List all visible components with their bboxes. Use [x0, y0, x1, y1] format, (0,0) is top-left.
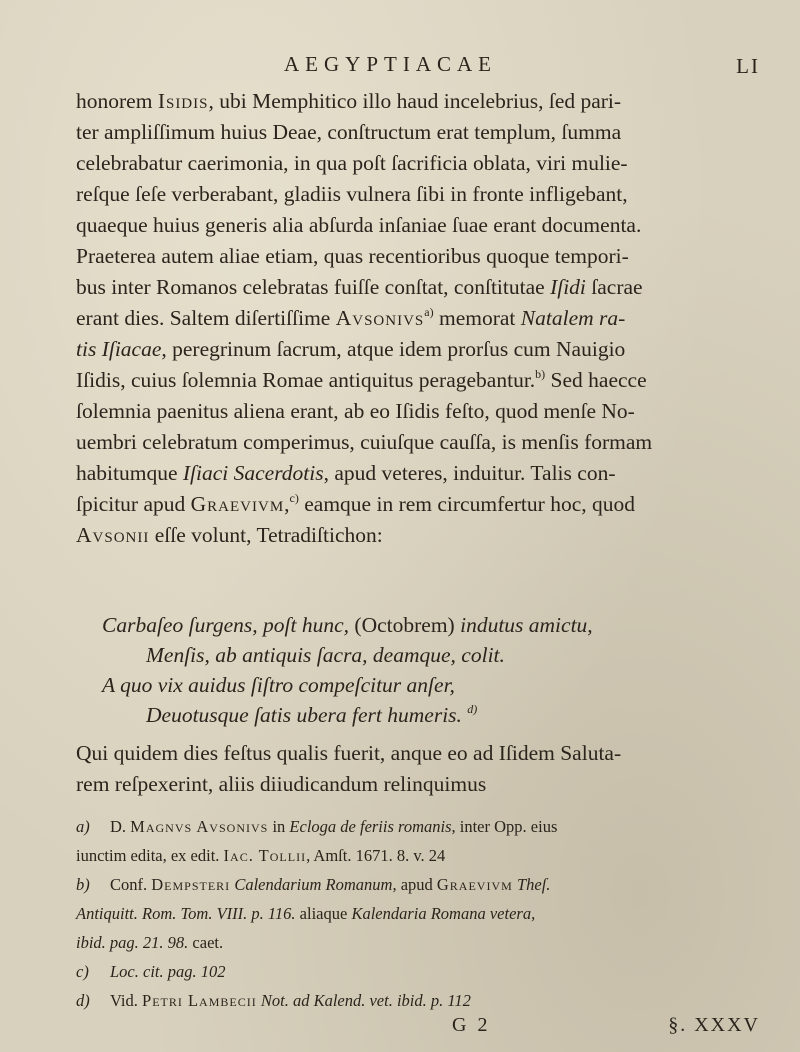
footnote-line	[76, 957, 766, 986]
italic-run: Ecloga de feriis romanis	[289, 817, 452, 836]
small-caps-name: Graevivm	[190, 492, 285, 516]
footnote-line	[76, 986, 766, 1015]
text-run: celebrabatur caerimonia, in qua poſt ſacrificia oblata, viri mulie-	[76, 151, 628, 175]
page-number: LI	[736, 54, 760, 78]
text-run: Carbaſeo ſurgens, poſt hunc,	[102, 613, 355, 637]
text-line	[76, 272, 766, 303]
italic-run: Iſiaci Sacerdotis	[182, 461, 324, 485]
text-run: rem reſpexerint, aliis diiudicandum relinquimus	[76, 772, 487, 796]
text-run: iunctim edita, ex edit.	[76, 846, 224, 865]
page-footer	[0, 1014, 800, 1044]
catchword: §. XXXV	[668, 1014, 760, 1036]
text-run: Conf.	[110, 875, 152, 894]
text-line	[76, 396, 766, 427]
text-run: , peregrinum ſacrum, atque idem prorſus cum Nauigio	[161, 337, 626, 361]
text-run: memorat	[433, 306, 521, 330]
text-line	[76, 610, 766, 640]
text-run: , inter Opp. eius	[451, 817, 558, 836]
text-line	[76, 640, 766, 670]
text-run: eſſe volunt, Tetradiſtichon:	[149, 523, 383, 547]
small-caps-name: Petri Lambecii	[142, 991, 257, 1010]
footnote-reference: d)	[467, 702, 478, 716]
text-run: Qui quidem dies feſtus qualis fuerit, anque eo ad Iſidem Saluta-	[76, 741, 622, 765]
small-caps-name: Graevivm	[436, 875, 513, 894]
text-run: ter ampliſſimum huius Deae, conſtructum erat templum, ſumma	[76, 120, 622, 144]
text-line	[76, 520, 766, 551]
footnote-reference: c)	[289, 491, 299, 505]
italic-run: Not. ad Kalend. vet. ibid. p. 112	[260, 991, 471, 1010]
text-run: ſolemnia paenitus aliena erant, ab eo Iſidis feſto, quod menſe No-	[76, 399, 635, 423]
text-line	[76, 458, 766, 489]
footnotes	[76, 812, 766, 1015]
italic-run: Theſ.	[516, 875, 551, 894]
small-caps-name: Avsonivs	[335, 306, 425, 330]
footnote-line	[76, 899, 766, 928]
text-run: , Amſt. 1671. 8. v. 24	[306, 846, 446, 865]
italic-run: tis Iſiacae	[76, 337, 162, 361]
running-title: AEGYPTIACAE	[284, 52, 497, 76]
text-run: ſpicitur apud	[76, 492, 191, 516]
footnote-reference: b)	[535, 367, 546, 381]
text-run: caet.	[188, 933, 224, 952]
italic-run: Kalendaria Romana vetera,	[351, 904, 536, 923]
text-run: Vid.	[110, 991, 143, 1010]
text-line	[76, 334, 766, 365]
text-line	[76, 700, 766, 730]
footnote-line	[76, 870, 766, 899]
text-run: Sed haecce	[545, 368, 647, 392]
text-run: bus inter Romanos celebratas fuiſſe conſtat, conſtitutae	[76, 275, 551, 299]
italic-run: ibid. pag. 21. 98.	[76, 933, 189, 952]
text-run: Menſis, ab antiquis ſacra, deamque, colit.	[146, 643, 505, 667]
text-run: quaeque huius generis alia abſurda inſaniae ſuae erant documenta.	[76, 213, 642, 237]
text-line	[76, 117, 766, 148]
tetradistichon-verse	[76, 610, 766, 730]
text-run: indutus amictu,	[454, 613, 593, 637]
footnote-marker: b)	[76, 875, 90, 894]
text-run: A quo vix auidus ſiſtro compeſcitur anſer,	[102, 673, 455, 697]
small-caps-name: Iac. Tollii	[223, 846, 307, 865]
text-run: reſque ſeſe verberabant, gladiis vulnera ſibi in fronte infligebant,	[76, 182, 628, 206]
text-run: erant dies. Saltem diſertiſſime	[76, 306, 336, 330]
text-run: uembri celebratum comperimus, cuiuſque cauſſa, is menſis formam	[76, 430, 653, 454]
text-line	[76, 769, 766, 800]
small-caps-name: Isidis	[157, 89, 209, 113]
text-line	[76, 210, 766, 241]
text-line	[76, 148, 766, 179]
text-line	[76, 241, 766, 272]
small-caps-name: Dempsteri	[151, 875, 231, 894]
italic-run: Calendarium Romanum	[234, 875, 393, 894]
text-run: Praeterea autem aliae etiam, quas recentioribus quoque tempori-	[76, 244, 629, 268]
footnote-line	[76, 812, 766, 841]
text-run: ,	[284, 492, 290, 516]
text-run: , apud veteres, induitur. Talis con-	[323, 461, 616, 485]
footnote-reference: a)	[424, 305, 434, 319]
text-line	[76, 365, 766, 396]
text-run: honorem	[76, 89, 158, 113]
footnote-marker: c)	[76, 962, 89, 981]
footnote-marker: d)	[76, 991, 90, 1010]
italic-run: Iſidi	[550, 275, 586, 299]
text-run: ſacrae	[585, 275, 643, 299]
footnote-line	[76, 841, 766, 870]
signature-mark: G 2	[452, 1014, 491, 1036]
closing-text	[76, 738, 766, 800]
footnote-line	[76, 928, 766, 957]
text-line	[76, 489, 766, 520]
text-line	[76, 303, 766, 334]
text-run: eamque in rem circumfertur hoc, quod	[298, 492, 635, 516]
text-run: , ubi Memphitico illo haud incelebrius, ſed pari-	[208, 89, 622, 113]
text-run: habitumque	[76, 461, 183, 485]
text-run: in	[268, 817, 290, 836]
text-line	[76, 179, 766, 210]
text-run: aliaque	[295, 904, 352, 923]
main-text	[76, 86, 766, 551]
text-run: D.	[110, 817, 131, 836]
text-run: Deuotusque ſatis ubera fert humeris.	[146, 703, 468, 727]
text-run: Iſidis, cuius ſolemnia Romae antiquitus peragebantur.	[76, 368, 536, 392]
small-caps-name: Magnvs Avsonivs	[130, 817, 269, 836]
footnote-marker: a)	[76, 817, 90, 836]
page-header	[0, 52, 800, 82]
text-line	[76, 86, 766, 117]
italic-run: Antiquitt. Rom. Tom. VIII. p. 116.	[76, 904, 296, 923]
text-line	[76, 427, 766, 458]
italic-run: Natalem ra-	[520, 306, 626, 330]
text-line	[76, 738, 766, 769]
small-caps-name: Avsonii	[76, 523, 150, 547]
text-run: , apud	[392, 875, 437, 894]
italic-run: Loc. cit. pag. 102	[110, 962, 226, 981]
text-line	[76, 670, 766, 700]
roman-run: (Octobrem)	[354, 613, 455, 637]
